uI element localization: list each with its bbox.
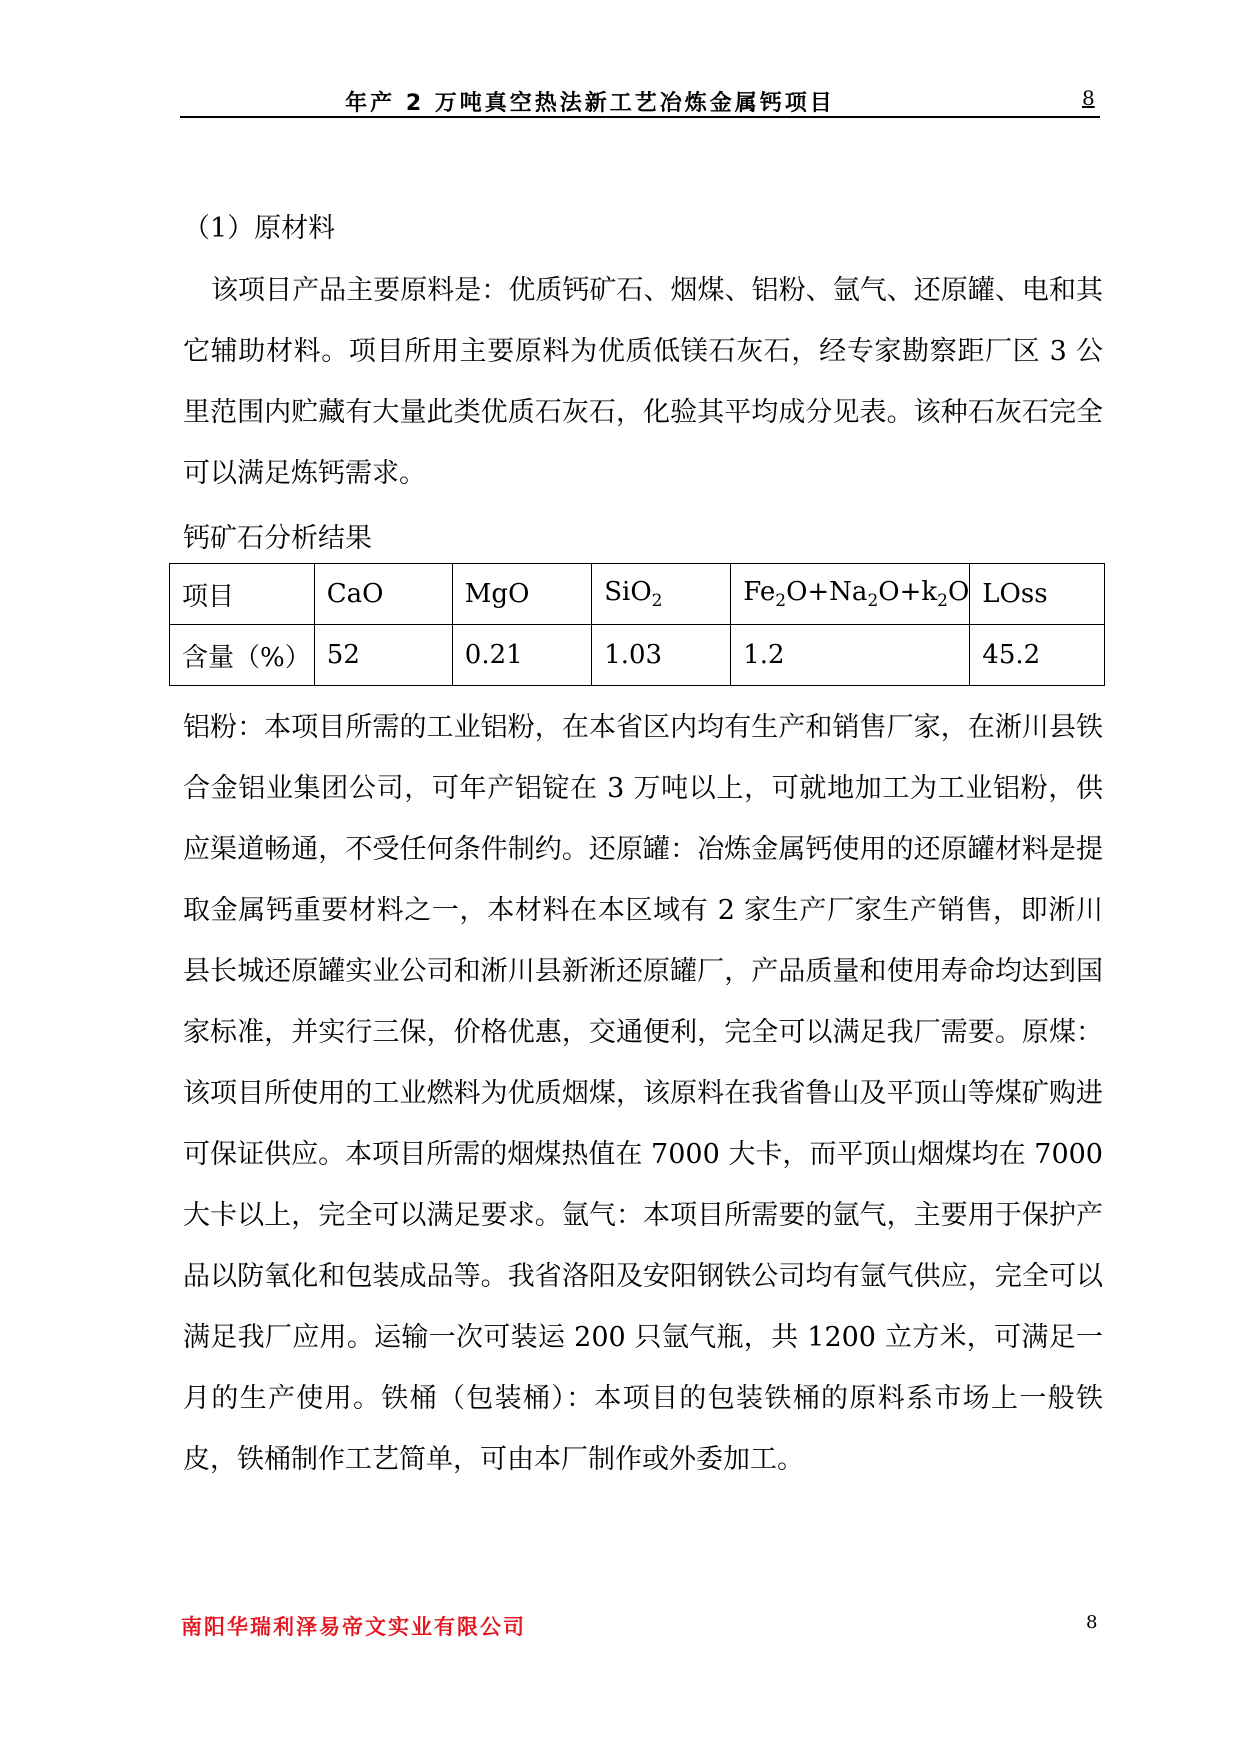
footer-page-number: 8 [1086,1612,1098,1633]
header-divider [180,116,1100,118]
value-oxides: 1.2 [731,625,970,686]
section-heading: （1）原材料 [183,213,336,244]
value-loss: 45.2 [970,625,1105,686]
oxides-subscript-3: 2 [937,591,948,611]
value-mgo: 0.21 [452,625,591,686]
paragraph-materials-supply: 铝粉：本项目所需的工业铝粉，在本省区内均有生产和销售厂家，在淅川县铁合金铝业集团公司，可年产铝锭在 3 万吨以上，可就地加工为工业铝粉，供应渠道畅通，不受任何条件制约。还原罐：冶炼金属钙使用的还原罐材料是提取金属钙重要材料之一，本材料在本区域有 2 家生产厂家生产销售，即淅川县长城还原罐实业公司和淅川县新淅还原罐厂，产品质量和使用寿命均达到国家标准，并实行三保，价格优惠，交通便利，完全可以满足我厂需要。原煤：该项目所使用的工业燃料为优质烟煤，该原料在我省鲁山及平顶山等煤矿购进可保证供应。本项目所需的烟煤热值在 7000 大卡，而平顶山烟煤均在 7000 大卡以上，完全可以满足要求。氩气：本项目所需要的氩气，主要用于保护产品以防氧化和包装成品等。我省洛阳及安阳钢铁公司均有氩气供应，完全可以满足我厂应用。运输一次可装运 200 只氩气瓶，共 1200 立方米，可满足一月的生产使用。铁桶（包装桶）：本项目的包装铁桶的原料系市场上一般铁皮，铁桶制作工艺简单，可由本厂制作或外委加工。 [183,712,1103,1475]
oxides-subscript-1: 2 [775,591,787,611]
table-caption: 钙矿石分析结果 [183,523,372,554]
sio2-subscript: 2 [651,591,663,611]
oxides-subscript-2: 2 [867,591,879,611]
sio2-base: SiO [604,577,652,607]
oxides-o-na: O+Na [786,577,868,607]
paragraph-raw-materials: 该项目产品主要原料是：优质钙矿石、烟煤、铝粉、氩气、还原罐、电和其它辅助材料。项目所用主要原料为优质低镁石灰石，经专家勘察距厂区 3 公里范围内贮藏有大量此类优质石灰石，化验其平均成分见表。该种石灰石完全可以满足炼钙需求。 [183,275,1103,489]
value-cao: 52 [314,625,452,686]
oxides-fe: Fe [743,577,776,607]
value-sio2: 1.03 [592,625,731,686]
document-title: 年产 2 万吨真空热法新工艺冶炼金属钙项目 [345,91,835,116]
footer-company-name: 南阳华瑞利泽易帝文实业有限公司 [181,1615,526,1639]
row-label-content: 含量（%） [170,625,315,686]
ore-analysis-table [169,563,1105,686]
header-cell-item: 项目 [170,564,315,625]
header-cell-cao: CaO [314,564,452,625]
table-header-row [170,564,1105,625]
header-cell-sio2 [592,564,731,625]
header-cell-oxides [731,564,970,625]
oxides-o-k: O+k [878,577,938,607]
oxides-o: O [947,577,970,607]
header-page-number: 8 [1082,86,1095,110]
header-cell-loss: LOss [970,564,1105,625]
header-cell-mgo: MgO [452,564,591,625]
table-row [170,625,1105,686]
